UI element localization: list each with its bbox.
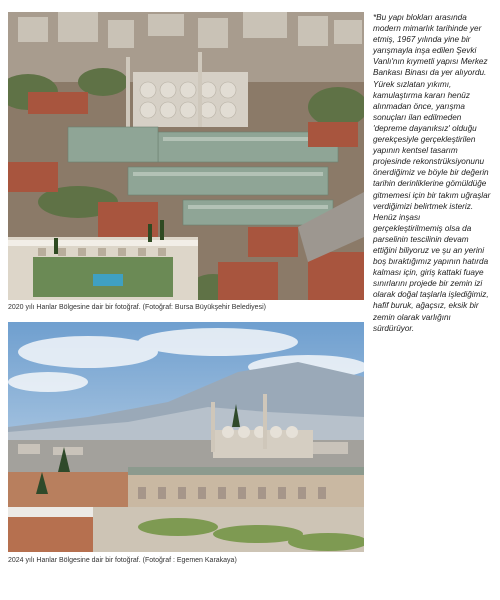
aerial-photo-2020-image [8,12,364,300]
aerial-photo-2024-image [8,322,364,552]
side-note-text: *Bu yapı blokları arasında modern mimarlık tarihinde yer etmiş, 1967 yılında yine bir yarışmayla inşa edilen Şevki Vanlı'nın kıymetli yapısı Merkez Bankası Binası da yer alıyordu. Yürek sızlatan yıkımı, kamulaştırma kararı henüz alınmadan önce, yarışma sonuçları ilan edilmeden 'depreme dayanıksız' olduğu gerekçesiyle gerçekleştirilen yapının kentsel tasarım projesinde rekonstrüksiyonunu önerdiğimiz ve böyle bir değerin tarihin derinliklerine gömüldüğe gitmemesi için bir takım uğraşlar verdiğimizi belirtmek isteriz. Henüz inşası gerçekleştirilmemiş olsa da parselinin tescilinin devam ettiğini biliyoruz ve şu an yerini boş bıraktığımız yapının hatırda kalması için, giriş kattaki fuaye sınırlarını projede bir zemin izi olarak doğal taşlarla işlediğimiz, hafif buruk, ağaçsız, eksik bir zemin olarak varlığını sürdürüyor. [373,13,491,333]
caption-2024: 2024 yılı Hanlar Bölgesine dair bir fotoğraf. (Fotoğraf : Egemen Karakaya) [8,557,237,564]
aerial-photo-2024 [8,322,364,552]
caption-2020: 2020 yılı Hanlar Bölgesine dair bir fotoğraf. (Fotoğraf: Bursa Büyükşehir Belediyesi) [8,304,266,311]
aerial-photo-2020 [8,12,364,300]
